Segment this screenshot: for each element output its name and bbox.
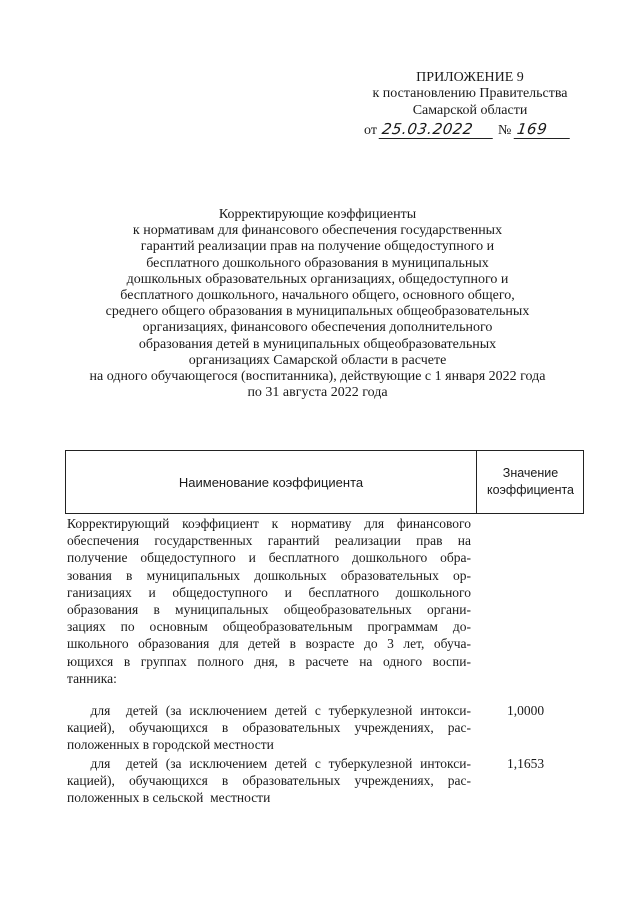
handwritten-number: 169 [513, 120, 572, 139]
row-line: положенных в городской местности [67, 737, 274, 753]
number-prefix: № [497, 123, 512, 138]
description-line: получение общедоступного и бесплатного дошкольного обра- [67, 550, 471, 566]
description-line: зациях по основным общеобразовательным программам до- [67, 619, 471, 635]
title-line: по 31 августа 2022 года [247, 385, 388, 401]
title-line: к нормативам для финансового обеспечения государственных [132, 223, 503, 239]
description-line: Корректирующий коэффициент к нормативу для финансового [67, 516, 471, 531]
description-line: обеспечения государственных гарантий реализации прав на [67, 533, 471, 549]
title-line: Корректирующие коэффициенты [218, 207, 417, 222]
header-coefficient-name: Наименование коэффициента [178, 474, 364, 490]
table-row-rural [67, 755, 545, 807]
row-line: для детей (за исключением детей с туберкулезной интокси- [67, 756, 471, 771]
header-value-line: Значение [502, 466, 559, 480]
appendix-title: ПРИЛОЖЕНИЕ 9 [416, 70, 524, 85]
title-line: образования детей в муниципальных общеобразовательных [138, 336, 497, 352]
title-line: бесплатного дошкольного образования в муниципальных [146, 255, 489, 271]
table-header [65, 450, 584, 514]
appendix-region-line: Самарской области [412, 103, 528, 118]
title-line: среднего общего образования в муниципальных общеобразовательных [105, 304, 530, 320]
date-prefix: от [364, 123, 377, 138]
coefficient-description [67, 515, 471, 687]
document-title [40, 207, 595, 401]
row-line: положенных в сельской местности [67, 790, 271, 806]
description-line: школьного образования для детей в возрасте до 3 лет, обуча- [67, 636, 471, 652]
description-line: танника: [67, 670, 117, 686]
row-line: кацией), обучающихся в образовательных учреждениях, рас- [67, 773, 471, 789]
row-text [67, 755, 487, 807]
row-line: для детей (за исключением детей с туберкулезной интокси- [67, 703, 471, 718]
title-line: на одного обучающегося (воспитанника), действующие с 1 января 2022 года [89, 369, 546, 385]
appendix-resolution-line: к постановлению Правительства [372, 86, 568, 101]
title-line: организациях, финансового обеспечения дополнительного [142, 320, 493, 336]
handwritten-date: 25.03.2022 [379, 120, 496, 139]
row-value: 1,1653 [507, 756, 545, 771]
title-line: организациях Самарской области в расчете [188, 352, 447, 368]
title-line: гарантий реализации прав на получение общедоступного и [140, 239, 495, 255]
description-line: ющихся в группах полного дня, в расчете на одного воспи- [67, 653, 471, 669]
header-value-line: коэффициента [486, 483, 575, 497]
header-coefficient-value [476, 451, 584, 513]
row-text [67, 702, 487, 754]
appendix-date-row [364, 120, 571, 140]
title-line: дошкольных образовательных организациях, общедоступного и [126, 271, 509, 287]
row-line: кацией), обучающихся в образовательных учреждениях, рас- [67, 720, 471, 736]
table-row-urban [67, 702, 545, 754]
description-line: образования в муниципальных общеобразовательных органи- [67, 602, 471, 618]
description-line: ганизациях и общедоступного и бесплатного дошкольного [67, 584, 471, 600]
title-line: бесплатного дошкольного, начального общего, основного общего, [120, 288, 515, 304]
description-line: зования в муниципальных дошкольных образовательных ор- [67, 567, 471, 583]
row-value: 1,0000 [507, 703, 545, 718]
